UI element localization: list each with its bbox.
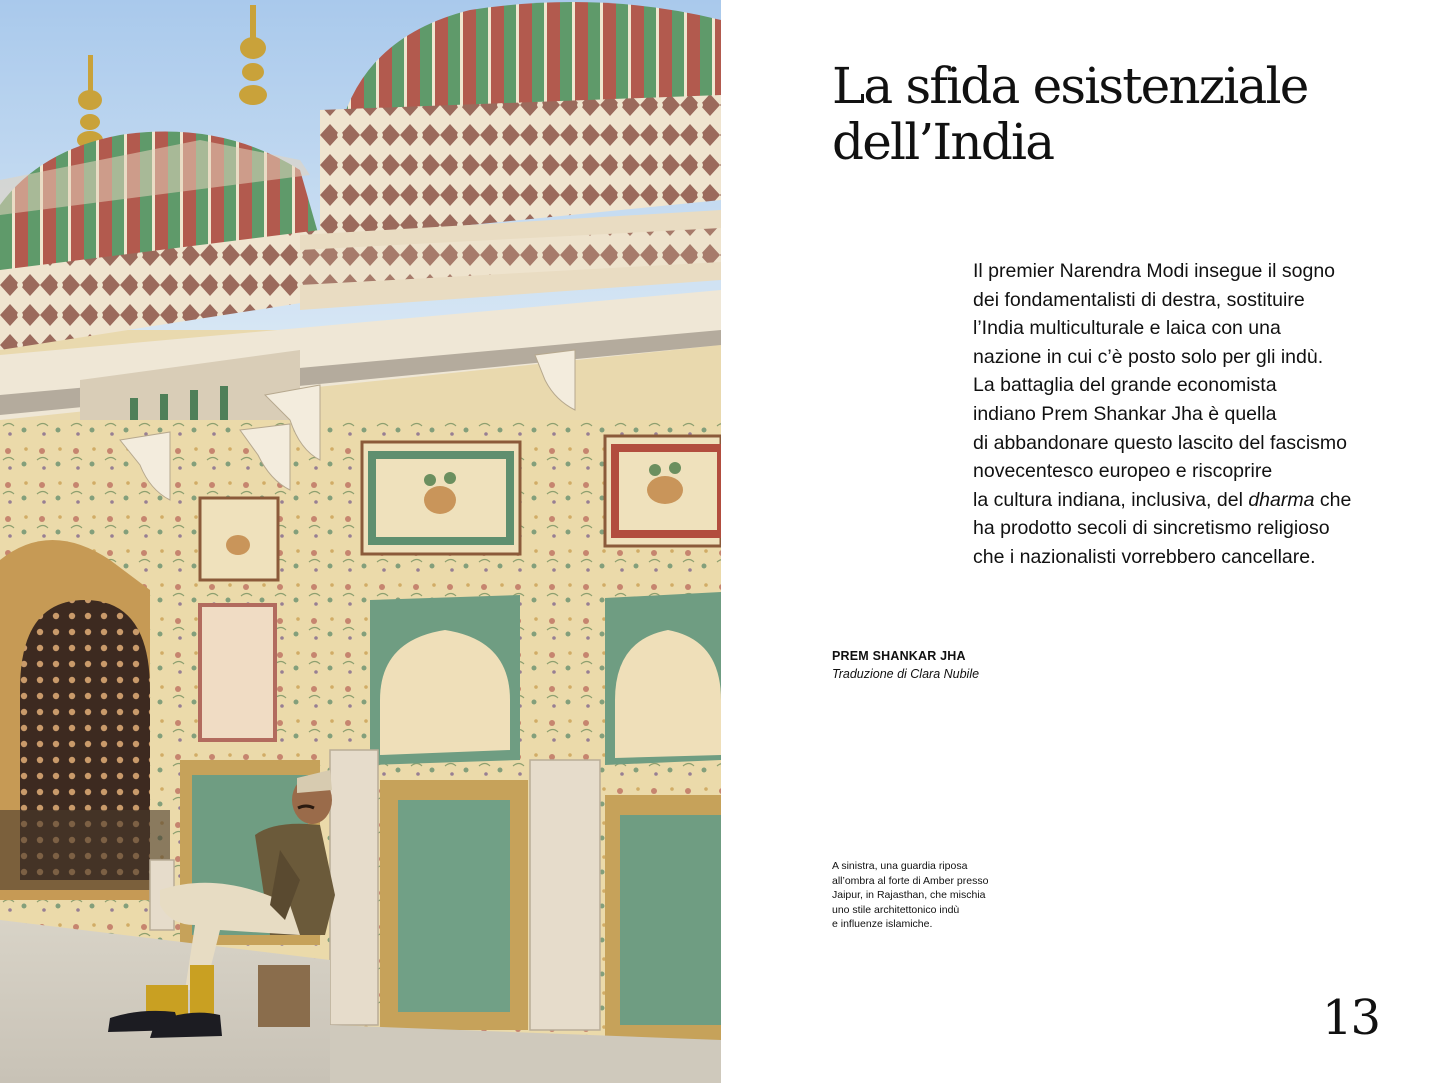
photo-amber-fort (0, 0, 721, 1083)
article-lede (973, 257, 1413, 572)
title-line: La sfida esistenziale (832, 57, 1308, 115)
caption-line: e influenze islamiche. (832, 918, 933, 930)
lede-line-start: la cultura indiana, inclusiva, del (973, 488, 1249, 511)
lede-line: La battaglia del grande economista (973, 374, 1277, 397)
lede-line: ha prodotto secoli di sincretismo religioso (973, 517, 1330, 540)
lede-line: l’India multiculturale e laica con una (973, 317, 1281, 340)
caption-line: Jaipur, in Rajasthan, che mischia (832, 889, 986, 901)
caption-line: uno stile architettonico indù (832, 903, 960, 916)
caption-line: all’ombra al forte di Amber presso (832, 874, 989, 887)
page-number: 13 (1322, 990, 1380, 1046)
title-line: dell’India (832, 113, 1054, 171)
lede-line: nazione in cui c’è posto solo per gli indù. (973, 345, 1324, 368)
lede-italic-word: dharma (1248, 488, 1315, 511)
photo-caption (832, 859, 1042, 932)
lede-line: che i nazionalisti vorrebbero cancellare. (973, 545, 1316, 568)
lede-line: indiano Prem Shankar Jha è quella (973, 402, 1277, 425)
lede-line: dei fondamentalisti di destra, sostituire (973, 288, 1305, 311)
lede-line: novecentesco europeo e riscoprire (973, 460, 1273, 483)
article-title (832, 58, 1392, 170)
lede-line-with-italic (973, 486, 1413, 515)
lede-line: di abbandonare questo lascito del fascismo (973, 431, 1347, 454)
lede-line: Il premier Narendra Modi insegue il sogno (973, 260, 1336, 282)
lede-line-end: che (1314, 488, 1352, 511)
byline (832, 647, 1132, 683)
author-name: PREM SHANKAR JHA (832, 649, 966, 663)
translator-credit: Traduzione di Clara Nubile (832, 667, 980, 681)
caption-line: A sinistra, una guardia riposa (832, 860, 968, 872)
